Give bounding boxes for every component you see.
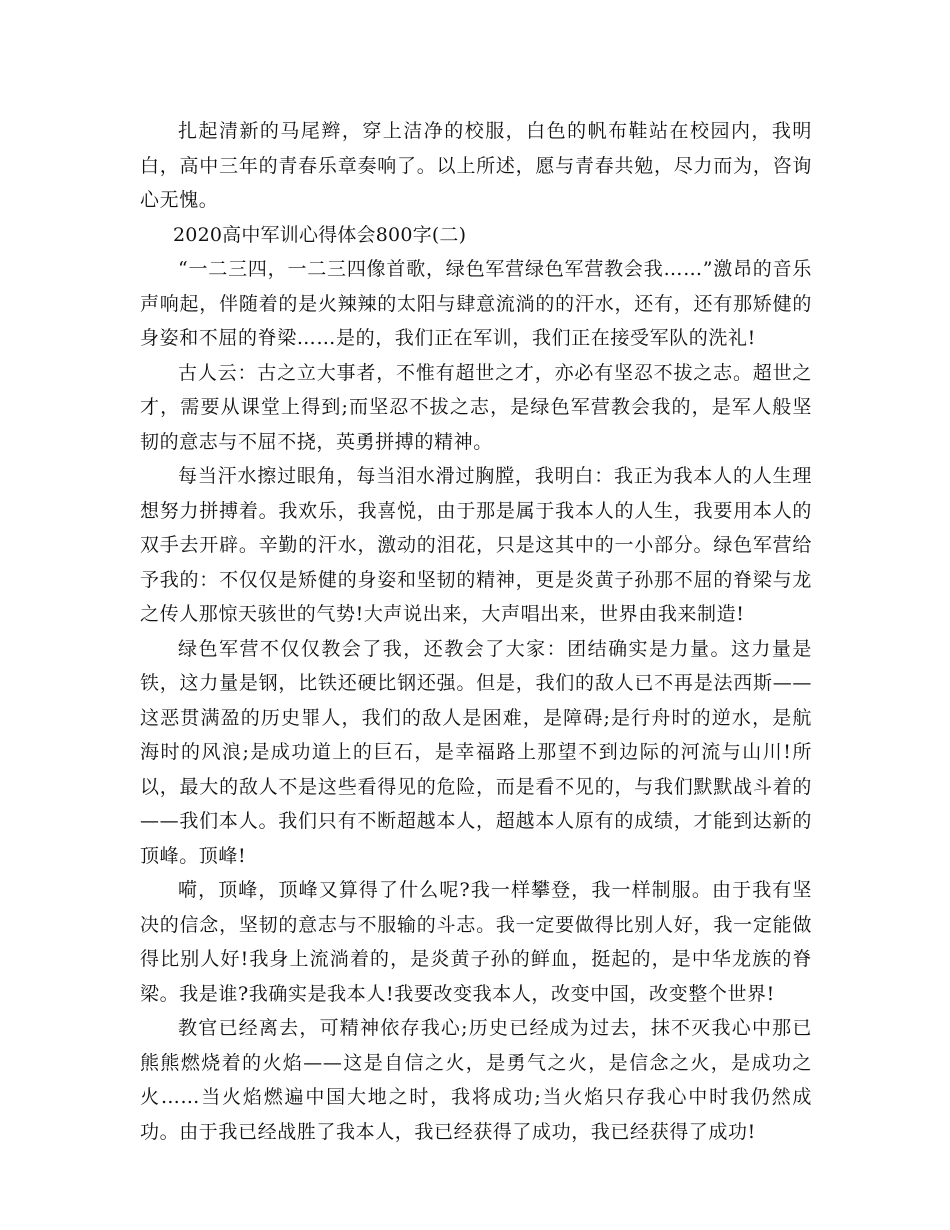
paragraph-6: 嗬，顶峰，顶峰又算得了什么呢?我一样攀登，我一样制服。由于我有坚决的信念，坚韧的意志与不服输的斗志。我一定要做得比别人好，我一定能做得比别人好!我身上流淌着的，是炎黄子孙的鲜血，挺起的，是中华龙族的脊梁。我是谁?我确实是我本人!我要改变我本人，改变中国，改变整个世界! <box>140 879 812 1005</box>
paragraph-3: 古人云：古之立大事者，不惟有超世之才，亦必有坚忍不拔之志。超世之才，需要从课堂上得到;而坚忍不拔之志，是绿色军营教会我的，是军人般坚韧的意志与不屈不挠，英勇拼搏的精神。 <box>140 361 812 453</box>
document-body <box>140 114 812 1149</box>
paragraph-5: 绿色军营不仅仅教会了我，还教会了大家：团结确实是力量。这力量是铁，这力量是钢，比铁还硬比钢还强。但是，我们的敌人已不再是法西斯——这恶贯满盈的历史罪人，我们的敌人是困难，是障碍;是行舟时的逆水，是航海时的风浪;是成功道上的巨石，是幸福路上那望不到边际的河流与山川!所以，最大的敌人不是这些看得见的危险，而是看不见的，与我们默默战斗着的——我们本人。我们只有不断超越本人，超越本人原有的成绩，才能到达新的顶峰。顶峰! <box>140 637 812 867</box>
paragraph-4: 每当汗水擦过眼角，每当泪水滑过胸膛，我明白：我正为我本人的人生理想努力拼搏着。我欢乐，我喜悦，由于那是属于我本人的人生，我要用本人的双手去开辟。辛勤的汗水，激动的泪花，只是这其中的一小部分。绿色军营给予我的：不仅仅是矫健的身姿和坚韧的精神，更是炎黄子孙那不屈的脊梁与龙之传人那惊天骇世的气势!大声说出来，大声唱出来，世界由我来制造! <box>140 465 812 625</box>
section-heading: 2020高中军训心得体会800字(二) <box>173 223 467 246</box>
paragraph-2: “一二三四，一二三四像首歌，绿色军营绿色军营教会我……”激昂的音乐声响起，伴随着的是火辣辣的太阳与肆意流淌的的汗水，还有，还有那矫健的身姿和不屈的脊梁……是的，我们正在军训，我们正在接受军队的洗礼! <box>140 258 812 349</box>
paragraph-7: 教官已经离去，可精神依存我心;历史已经成为过去，抹不灭我心中那已熊熊燃烧着的火焰——这是自信之火，是勇气之火，是信念之火，是成功之火……当火焰燃遍中国大地之时，我将成功;当火焰只存我心中时我仍然成功。由于我已经战胜了我本人，我已经获得了成功，我已经获得了成功! <box>140 1017 812 1143</box>
paragraph-1: 扎起清新的马尾辫，穿上洁净的校服，白色的帆布鞋站在校园内，我明白，高中三年的青春乐章奏响了。以上所述，愿与青春共勉，尽力而为，咨询心无愧。 <box>140 120 812 211</box>
